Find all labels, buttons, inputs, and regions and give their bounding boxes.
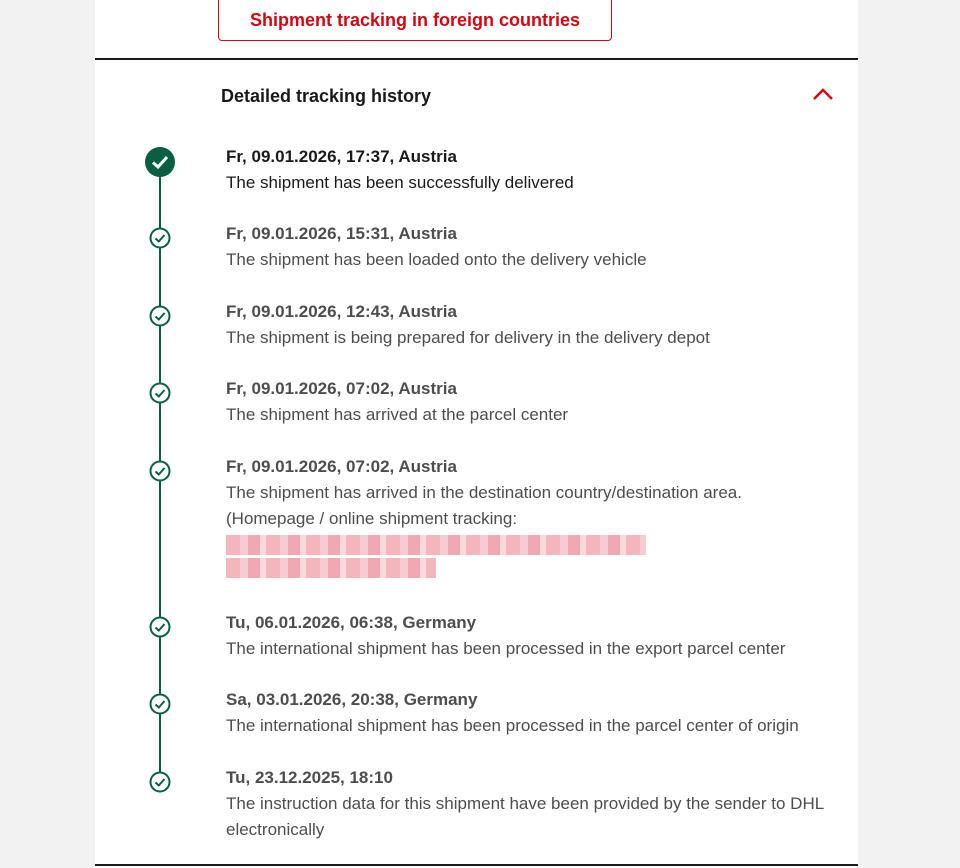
check-circle-icon <box>149 382 171 404</box>
event-date: Fr, 09.01.2026, 17:37, Austria <box>226 147 457 166</box>
event-description: The instruction data for this shipment have been provided by the sender to DHL electronically <box>226 794 824 839</box>
foreign-tracking-label: Shipment tracking in foreign countries <box>249 10 581 30</box>
event-date: Tu, 06.01.2026, 06:38, Germany <box>226 613 477 632</box>
event-date: Sa, 03.01.2026, 20:38, Germany <box>226 690 478 709</box>
foreign-tracking-button[interactable] <box>218 0 612 41</box>
tracking-event <box>226 144 846 196</box>
event-description: The international shipment has been processed in the parcel center of origin <box>226 716 799 735</box>
check-circle-icon <box>149 616 171 638</box>
tracking-event <box>226 610 846 662</box>
event-date: Fr, 09.01.2026, 07:02, Austria <box>226 379 457 398</box>
check-circle-icon <box>149 227 171 249</box>
event-description: The shipment is being prepared for delivery in the delivery depot <box>226 328 710 347</box>
tracking-event <box>226 376 846 428</box>
redacted-url <box>226 558 436 578</box>
check-circle-icon <box>149 771 171 793</box>
tracking-event <box>226 765 846 843</box>
event-date: Fr, 09.01.2026, 12:43, Austria <box>226 302 457 321</box>
check-circle-icon <box>149 460 171 482</box>
tracking-event <box>226 299 846 351</box>
event-description: The international shipment has been processed in the export parcel center <box>226 639 786 658</box>
check-circle-icon <box>149 305 171 327</box>
tracking-event <box>226 454 846 581</box>
event-description: The shipment has been loaded onto the delivery vehicle <box>226 250 647 269</box>
tracking-history-title: Detailed tracking history <box>221 86 432 106</box>
tracking-card <box>95 0 858 868</box>
event-date: Tu, 23.12.2025, 18:10 <box>226 768 393 787</box>
redacted-url <box>226 535 646 555</box>
event-description: The shipment has been successfully delivered <box>226 173 574 192</box>
check-circle-icon <box>149 693 171 715</box>
section-divider-bottom <box>95 864 858 866</box>
delivered-check-icon <box>144 146 176 178</box>
event-description: The shipment has arrived in the destination country/destination area. <box>226 483 742 502</box>
tracking-event <box>226 221 846 273</box>
chevron-up-icon[interactable] <box>812 86 834 102</box>
tracking-history-toggle[interactable] <box>95 60 858 132</box>
tracking-event <box>226 687 846 739</box>
event-description-extra: (Homepage / online shipment tracking: <box>226 509 518 528</box>
event-description: The shipment has arrived at the parcel center <box>226 405 569 424</box>
event-date: Fr, 09.01.2026, 15:31, Austria <box>226 224 457 243</box>
event-date: Fr, 09.01.2026, 07:02, Austria <box>226 457 457 476</box>
